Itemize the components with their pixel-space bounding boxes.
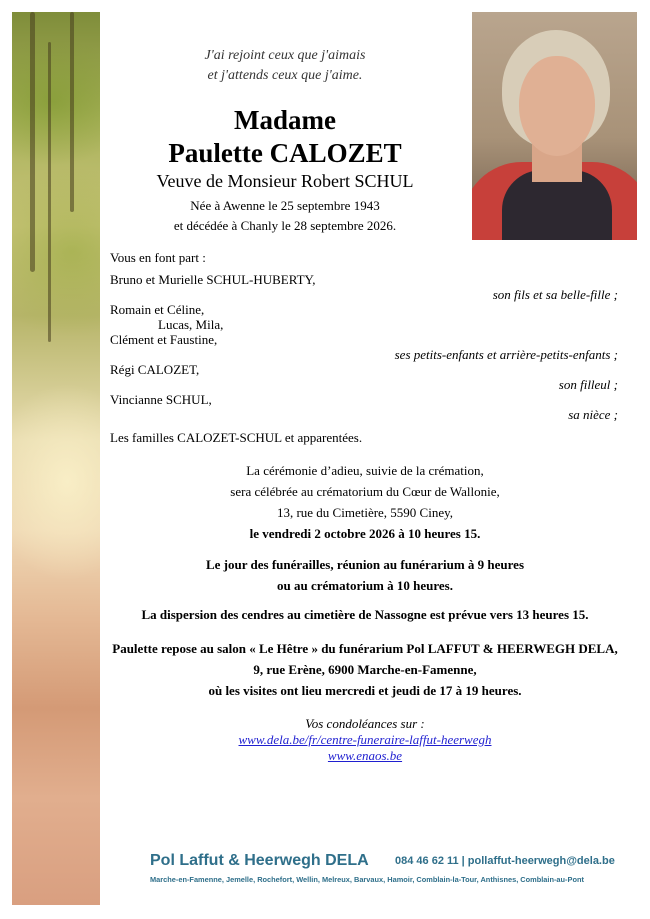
ceremony-line: 13, rue du Cimetière, 5590 Ciney,	[276, 505, 454, 520]
funeral-day-line: ou au crématorium à 10 heures.	[277, 578, 453, 593]
viewing-line: Paulette repose au salon « Le Hêtre » du funérarium Pol LAFFUT & HEERWEGH DELA,	[112, 641, 618, 656]
tree-trunk	[48, 42, 51, 342]
funeral-day-line: Le jour des funérailles, réunion au funérarium à 9 heures	[205, 557, 525, 572]
dispersion-line: La dispersion des cendres au cimetière de Nassogne est prévue vers 13 heures 15.	[141, 607, 589, 622]
condolences-link-dela[interactable]: www.dela.be/fr/centre-funeraire-laffut-heerwegh	[238, 732, 492, 747]
ceremony-date: le vendredi 2 octobre 2026 à 10 heures 15.	[249, 526, 481, 541]
ceremony-block	[100, 460, 630, 544]
families-line: Les familles CALOZET-SCHUL et apparentées.	[110, 430, 363, 445]
funeral-day-block	[100, 554, 630, 596]
ceremony-line: sera célébrée au crématorium du Cœur de Wallonie,	[230, 484, 500, 499]
family-relation: ses petits-enfants et arrière-petits-enfants ;	[394, 347, 618, 362]
funeral-home-logo: Pol Laffut & Heerwegh DELA	[150, 852, 369, 869]
family-name: Lucas, Mila,	[158, 317, 224, 332]
honorific-title: Madame	[234, 105, 336, 135]
condolences-lead: Vos condoléances sur :	[305, 716, 425, 731]
footer-cities: Marche-en-Famenne, Jemelle, Rochefort, Wellin, Melreux, Barvaux, Hamoir, Comblain-la-Tour, Anthisnes, Comblain-au-Pont	[150, 875, 584, 884]
portrait-photo	[472, 12, 637, 240]
family-relation: son fils et sa belle-fille ;	[492, 287, 618, 302]
birth-line: Née à Awenne le 25 septembre 1943	[190, 198, 380, 213]
deceased-name: Paulette CALOZET	[168, 138, 402, 168]
condolences-block	[200, 716, 530, 764]
epitaph-quote	[180, 46, 390, 86]
viewing-block	[100, 638, 630, 701]
epitaph-line: et j'attends ceux que j'aime.	[207, 68, 363, 83]
family-name: Clément et Faustine,	[110, 332, 218, 347]
family-relation: sa nièce ;	[568, 407, 618, 422]
viewing-line: où les visites ont lieu mercredi et jeudi de 17 à 19 heures.	[208, 683, 522, 698]
condolences-link-enaos[interactable]: www.enaos.be	[327, 748, 403, 763]
tree-trunk	[70, 12, 74, 212]
family-relation: son filleul ;	[558, 377, 618, 392]
death-line: et décédée à Chanly le 28 septembre 2026.	[173, 218, 397, 233]
ceremony-line: La cérémonie d’adieu, suivie de la crémation,	[246, 463, 484, 478]
side-forest-photo	[12, 12, 100, 905]
dispersion-block	[100, 606, 630, 624]
tree-trunk	[30, 12, 35, 272]
announce-intro: Vous en font part :	[110, 250, 206, 265]
family-name: Bruno et Murielle SCHUL-HUBERTY,	[110, 272, 316, 287]
viewing-line: 9, rue Erène, 6900 Marche-en-Famenne,	[253, 662, 477, 677]
life-dates	[150, 196, 420, 236]
widow-line: Veuve de Monsieur Robert SCHUL	[156, 171, 414, 191]
footer-contact: 084 46 62 11 | pollaffut-heerwegh@dela.be	[395, 855, 615, 867]
family-name: Romain et Céline,	[110, 302, 205, 317]
family-name: Vincianne SCHUL,	[110, 392, 212, 407]
epitaph-line: J'ai rejoint ceux que j'aimais	[204, 48, 366, 63]
family-name: Régi CALOZET,	[110, 362, 200, 377]
